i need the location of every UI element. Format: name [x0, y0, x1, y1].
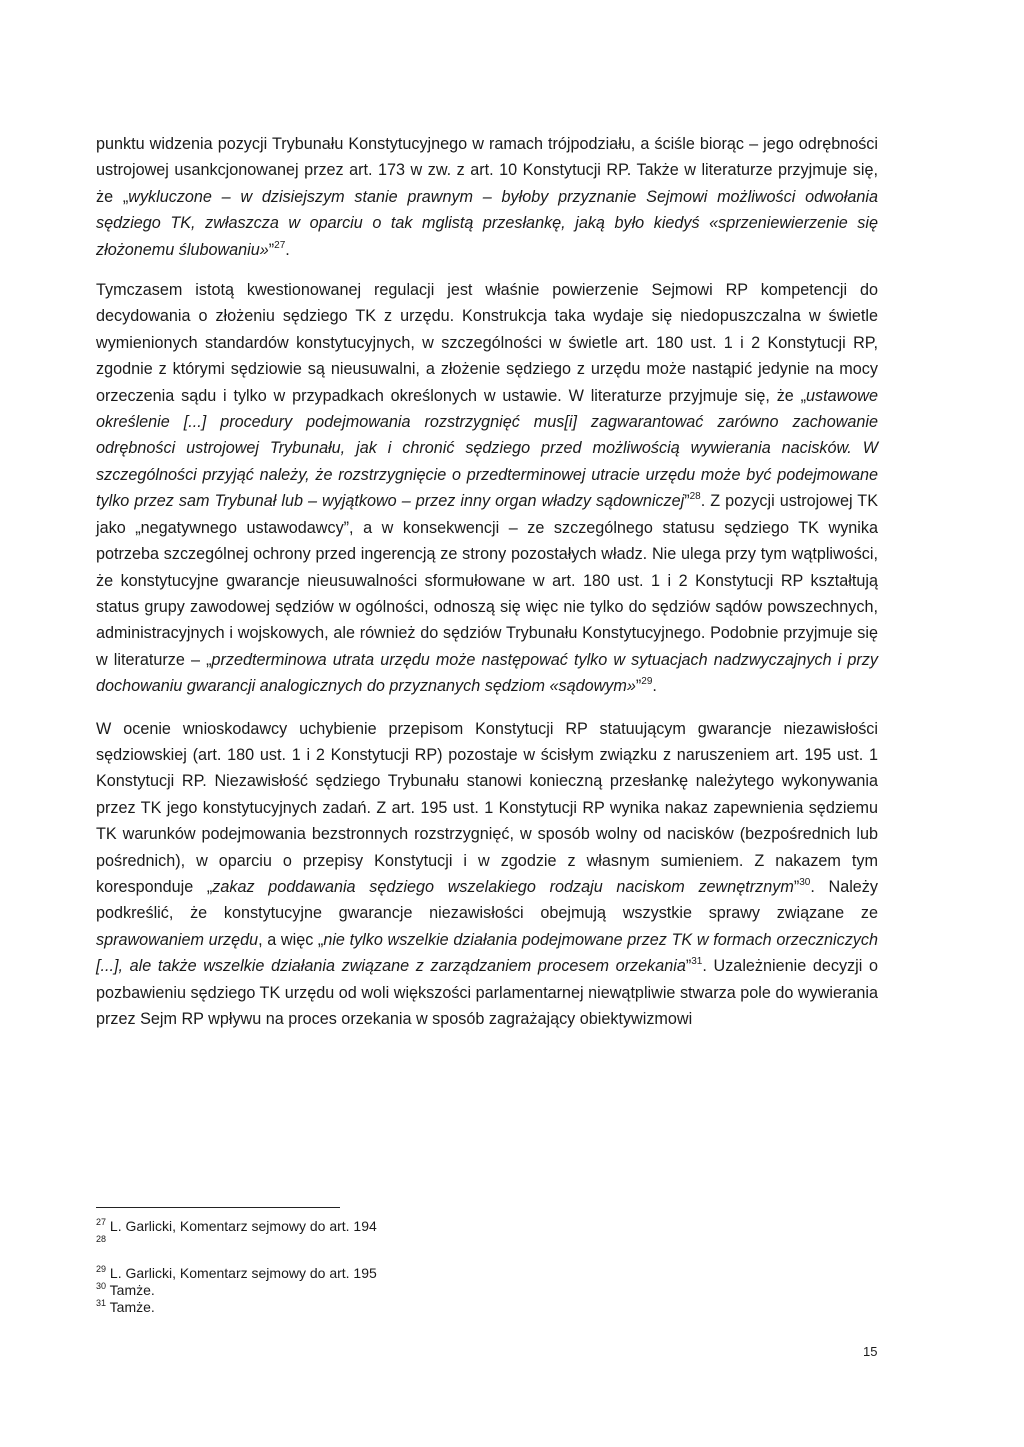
- page-number: 15: [863, 1344, 878, 1359]
- text-run: punktu widzenia pozycji Trybunału Konstytucyjnego w ramach trójpodziału, a ściśle biorąc – jego odrębności ustrojowej usankcjonowanej przez art. 173 w zw. z art. 10 Konstytucji RP. Także w literaturze przyjmuje się, że „: [96, 135, 878, 206]
- footnote-text: L. Garlicki, Komentarz sejmowy do art. 195: [109, 1265, 377, 1281]
- footnote-number: 29: [96, 1264, 107, 1274]
- quote-italic: zakaz poddawania sędziego wszelakiego rodzaju naciskom zewnętrznym: [212, 877, 794, 896]
- footnote-text: Tamże.: [109, 1299, 155, 1315]
- footnote-separator: [96, 1207, 340, 1208]
- paragraph-2: [96, 277, 878, 700]
- footnote-ref-29: 29: [641, 676, 653, 688]
- footnote-text: Tamże.: [109, 1282, 155, 1298]
- footnote-ref-28: 28: [689, 491, 701, 503]
- footnote-number: 31: [96, 1298, 107, 1308]
- text-run: . Z pozycji ustrojowej TK jako „negatywnego ustawodawcy”, a w konsekwencji – ze szczególnego statusu sędziego TK wynika potrzeba szczególnej ochrony przed ingerencją ze strony pozostałych władz. Nie ulega przy tym wątpliwości, że konstytucyjne gwarancje nieusuwalności sformułowane w art. 180 ust. 1 i 2 Konstytucji RP kształtują status grupy zawodowej sędziów w ogólności, odnoszą się więc nie tylko do sędziów sądów powszechnych, administracyjnych i wojskowych, ale również do sędziów Trybunału Konstytucyjnego. Podobnie przyjmuje się w literaturze – „: [96, 492, 878, 669]
- text-run: . Należy podkreślić, że konstytucyjne gwarancje niezawisłości obejmują wszystkie sprawy związane ze: [96, 877, 878, 923]
- footnote-28: [96, 1235, 696, 1252]
- footnote-30: [96, 1282, 696, 1299]
- emphasis-italic: sprawowaniem urzędu: [96, 930, 259, 949]
- text-run: .: [652, 677, 657, 696]
- text-run: ”: [684, 492, 690, 511]
- main-text: [96, 131, 878, 1048]
- quote-italic: ustawowe określenie [...] procedury podejmowania rozstrzygnięć mus[i] zagwarantować zarówno zachowanie odrębności ustrojowej Trybunału, jak i chronić sędziego przed możliwością wywierania nacisków. W szczególności przyjąć należy, że rozstrzygnięcie o przedterminowej utracie urzędu może być podejmowane tylko przez sam Trybunał lub – wyjątkowo – przez inny organ władzy sądowniczej: [96, 386, 878, 511]
- quote-italic: przedterminowa utrata urzędu może następować tylko w sytuacjach nadzwyczajnych i przy dochowaniu gwarancji analogicznych do przyznanych sędziom «sądowym»: [96, 650, 878, 696]
- text-run: , a więc „: [258, 930, 324, 949]
- text-run: W ocenie wnioskodawcy uchybienie przepisom Konstytucji RP statuującym gwarancje niezawisłości sędziowskiej (art. 180 ust. 1 i 2 Konstytucji RP) pozostaje w ścisłym związku z naruszeniem art. 195 ust. 1 Konstytucji RP. Niezawisłość sędziego Trybunału stanowi konieczną przesłankę należytego wykonywania przez TK jego konstytucyjnych zadań. Z art. 195 ust. 1 Konstytucji RP wynika nakaz zapewnienia sędziemu TK warunków podejmowania bezstronnych rozstrzygnięć, w sposób wolny od nacisków (bezpośrednich lub pośrednich), w oparciu o przepisy Konstytucji i w zgodzie z własnym sumieniem. Z nakazem tym koresponduje „: [96, 719, 878, 896]
- footnote-number: 30: [96, 1281, 107, 1291]
- footnote-ref-27: 27: [274, 239, 286, 251]
- footnote-ref-30: 30: [799, 876, 811, 888]
- footnote-number: 27: [96, 1217, 107, 1227]
- paragraph-3: [96, 716, 878, 1033]
- footnote-number: 28: [96, 1234, 107, 1244]
- footnote-text: L. Garlicki, Komentarz sejmowy do art. 194: [109, 1218, 377, 1234]
- text-run: ”: [635, 677, 642, 696]
- paragraph-1: [96, 131, 878, 263]
- text-run: ”: [268, 240, 275, 259]
- text-run: . Uzależnienie decyzji o pozbawieniu sędziego TK urzędu od woli większości parlamentarnej niewątpliwie stwarza pole do wywierania przez Sejm RP wpływu na proces orzekania w sposób zagrażający obiektywizmowi: [96, 957, 879, 1028]
- quote-italic: nie tylko wszelkie działania podejmowane przez TK w formach orzeczniczych [...], ale także wszelkie działania związane z zarządzaniem procesem orzekania: [96, 930, 878, 976]
- footnote-31: [96, 1299, 696, 1316]
- text-run: Tymczasem istotą kwestionowanej regulacji jest właśnie powierzenie Sejmowi RP kompetencji do decydowania o złożeniu sędziego TK z urzędu. Konstrukcja taka wydaje się niedopuszczalna w świetle wymienionych standardów konstytucyjnych, w szczególności w świetle art. 180 ust. 1 i 2 Konstytucji RP, zgodnie z którymi sędziowie są nieusuwalni, a złożenie sędziego z urzędu może nastąpić jedynie na mocy orzeczenia sądu i tylko w przypadkach określonych w ustawie. W literaturze przyjmuje się, że „: [96, 281, 878, 405]
- footnote-29: [96, 1265, 696, 1282]
- text-run: ”: [793, 877, 800, 896]
- text-run: ”: [685, 957, 692, 976]
- quote-italic: wykluczone – w dzisiejszym stanie prawnym – byłoby przyznanie Sejmowi możliwości odwołania sędziego TK, zwłaszcza w oparciu o tak mglistą przesłankę, jaką było kiedyś «sprzeniewierzenie się złożonemu ślubowaniu»: [96, 187, 878, 259]
- footnote-ref-31: 31: [691, 956, 703, 968]
- footnote-27: [96, 1218, 696, 1235]
- footnotes: [96, 1218, 696, 1316]
- text-run: .: [285, 240, 290, 259]
